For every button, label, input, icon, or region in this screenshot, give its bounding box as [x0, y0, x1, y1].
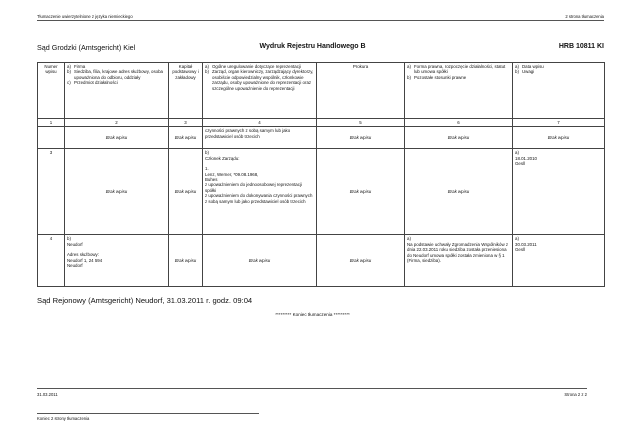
empty-cell: Brak wpisu — [65, 149, 169, 235]
table-row — [38, 127, 605, 149]
col-header-representation: a) Ogólne uregulowanie dotyczące reprezentacji b) Zarząd, organ kierowniczy, zarządzający dyrektorzy, osobiście odpowiedzialny wspólnik, członkowie zarządu, osoby upoważnione do reprezentacji oraz szczególne upoważnienie do reprezentacji — [203, 63, 317, 119]
empty-cell: Brak wpisu — [513, 127, 605, 149]
empty-cell: Brak wpisu — [203, 235, 317, 287]
col-header-capital: Kapitał podstawowy i zakładowy — [169, 63, 203, 119]
empty-cell: Brak wpisu — [405, 149, 513, 235]
entry-number-cell: 4 — [38, 235, 65, 287]
legal-form-cell: a) Na podstawie uchwały Zgromadzenia Wspólników z dnia 22.03.2011 roku siedziba została przeniesiona do Neudorf umowa spółki została zmieniona w § 1 (Firma, siedziba). — [405, 235, 513, 287]
bottom-rule — [37, 382, 587, 389]
register-table — [37, 62, 605, 287]
empty-cell: Brak wpisu — [65, 127, 169, 149]
table-row — [38, 235, 605, 287]
col-num: 7 — [513, 119, 605, 127]
empty-cell: Brak wpisu — [317, 127, 405, 149]
col-num: 3 — [169, 119, 203, 127]
top-header — [37, 12, 604, 21]
top-header-right: 2 strona tłumaczenia — [565, 14, 604, 19]
empty-cell: Brak wpisu — [169, 149, 203, 235]
entry-number-cell: 3 — [38, 149, 65, 235]
col-header-company: a) Firma b) Siedziba, filia, krajowe adres służbowy, osoba upoważniona do odbioru, oddziały c) Przedmiot działalności — [65, 63, 169, 119]
empty-cell: Brak wpisu — [405, 127, 513, 149]
footer-page: Strona 2 z 2 — [564, 392, 587, 397]
col-header-procuration: Prokura — [317, 63, 405, 119]
col-num: 6 — [405, 119, 513, 127]
entry-date-cell: a) 30.03.2011 Gesll — [513, 235, 605, 287]
representation-cell: czynności prawnych z sobą samym lub jako przedstawiciel osób trzecich — [203, 127, 317, 149]
empty-cell: Brak wpisu — [317, 235, 405, 287]
col-header-entry-number: Numer wpisu — [38, 63, 65, 119]
col-num: 5 — [317, 119, 405, 127]
representation-cell: b) Członek Zarządu: 1. Lenz, Werner, *09.08.1968, Buhes z upoważnieniem do jednoosobowej reprezentacji spółki z upoważnieniem do dokonywania czynności prawnych z sobą samym lub jako przedstawiciel osób trzecich — [203, 149, 317, 235]
col-num: 1 — [38, 119, 65, 127]
footer-note-rule — [37, 413, 259, 414]
footer-note: Koniec 2 strony tłumaczenia — [37, 416, 90, 421]
entry-date-cell: a) 18.01.2010 Gesll — [513, 149, 605, 235]
empty-cell: Brak wpisu — [169, 235, 203, 287]
entry-number-cell — [38, 127, 65, 149]
col-header-legal-form: a) Forma prawna, rozpoczęcie działalności, statut lub umowa spółki b) Pozostałe stosunki prawne — [405, 63, 513, 119]
end-of-translation: ********* Koniec tłumaczenia ********* — [275, 312, 350, 317]
empty-cell: Brak wpisu — [169, 127, 203, 149]
top-header-left: Tłumaczenie uwierzytelnione z języka niemieckiego — [37, 14, 133, 19]
empty-cell: Brak wpisu — [317, 149, 405, 235]
court-statement: Sąd Rejonowy (Amtsgericht) Neudorf, 31.03.2011 r. godz. 09:04 — [37, 296, 253, 305]
col-num: 4 — [203, 119, 317, 127]
document-title: Wydruk Rejestru Handlowego B — [259, 43, 366, 50]
register-number: HRB 10811 KI — [558, 43, 604, 50]
col-header-entry-date: a) Data wpisu b) Uwagi — [513, 63, 605, 119]
footer-date: 31.03.2011 — [37, 392, 58, 397]
column-number-row — [38, 119, 605, 127]
table-row — [38, 149, 605, 235]
company-cell: b) Neudorf Adres służbowy: Neudorf 1, 24 594 Neudorf — [65, 235, 169, 287]
court-name: Sąd Grodzki (Amtsgericht) Kiel — [37, 43, 136, 52]
col-num: 2 — [65, 119, 169, 127]
header-row — [38, 63, 605, 119]
